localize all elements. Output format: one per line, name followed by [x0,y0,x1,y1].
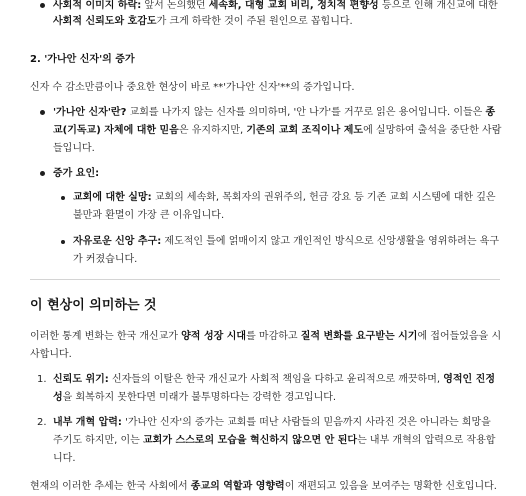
bold-text: 종 [485,107,496,118]
meaning-item-2-line-1 [53,414,526,431]
text-run: 이 재편되고 있음을 보여주는 명확한 신호입니다. [284,481,497,492]
meaning-item-2-line-2 [53,432,526,449]
bold-text: 사회적 신뢰도와 호감도 [53,16,157,27]
text-run: 을 회복하지 못한다면 미래가 불투명하다는 강력한 경고입니다. [62,392,337,403]
closing-paragraph [30,478,526,495]
top-bullet-line-1 [53,0,526,14]
factor-2-line-1 [73,233,526,250]
factor-1-line-1 [73,189,526,206]
bold-text: 교회가 스스로의 모습을 혁신하지 않으면 안 된다 [143,435,358,446]
meaning-heading: 이 현상이 의미하는 것 [30,298,157,313]
bold-text: 종교의 역할과 영향력 [190,481,285,492]
bold-text: 신뢰도 위기: [53,374,109,385]
text-run: 은 유지하지만, [178,125,247,136]
bold-text: 성 [53,392,63,403]
bold-text: 질적 변화를 요구받는 시기 [300,331,418,342]
sub-bullet-icon [61,196,65,200]
factors-label: 증가 요인: [53,168,100,179]
bold-text: 교회에 대한 실망: [73,192,152,203]
text-run: 를 마감하고 [246,331,301,342]
definition-line-2 [53,122,526,139]
bullet-icon [40,110,45,115]
bold-text: 기존의 교회 조직이나 제도 [246,125,364,136]
text-run: 현재의 이러한 추세는 한국 사회에서 [30,481,191,492]
text-run: 사합니다. [30,349,72,360]
bold-text: 영적인 진정 [443,374,496,385]
definition-line-1 [53,104,526,121]
text-run: 앞서 논의했던 [141,0,209,11]
text-run: 제도적인 틀에 얽매이지 않고 개인적인 방식으로 신앙생활을 영위하려는 욕구 [161,236,499,247]
text-run: 에 접어들었음을 시 [417,331,502,342]
section-divider [30,279,500,280]
definition-line-3 [53,140,526,157]
text-run: 들입니다. [53,143,95,154]
text-run: 이러한 통계 변화는 한국 개신교가 [30,331,182,342]
bold-text: 교(기독교) 자체에 대한 믿음 [53,125,179,136]
meaning-item-1-line-2 [53,389,526,406]
bold-text: 사회적 이미지 하락: [53,0,142,11]
text-run: '가나안 신자'의 증가는 교회를 떠난 사람들의 믿음까지 사라진 것은 아니라는 희망을 [121,417,491,428]
meaning-item-2-line-3 [53,450,526,467]
bold-text: 내부 개혁 압력: [53,417,122,428]
bullet-icon [40,171,45,176]
bold-text: 양적 성장 시대 [181,331,247,342]
section-intro: 신자 수 감소만큼이나 중요한 현상이 바로 **'가나안 신자'**의 증가입니다. [30,82,355,93]
meaning-item-1-line-1 [53,371,526,388]
list-number: 2. [37,417,47,428]
bold-text: '가나안 신자'란? [53,107,127,118]
text-run: 신자들의 이탈은 한국 개신교가 사회적 책임을 다하고 윤리적으로 깨끗하며, [108,374,444,385]
text-run: 교회를 나가지 않는 신자를 의미하며, '안 나가'를 거꾸로 읽은 용어입니다. 이들은 [126,107,486,118]
text-run: 가 커졌습니다. [73,254,138,265]
meaning-intro-line-1 [30,328,526,345]
list-number: 1. [37,374,47,385]
text-run: 가 크게 하락한 것이 주된 원인으로 꼽힙니다. [156,16,353,27]
bullet-icon [40,3,45,8]
factor-2-line-2 [73,251,526,268]
bold-text: 세속화, 대형 교회 비리, 정치적 편향성 [208,0,379,11]
text-run: 등으로 인해 개신교에 대한 [378,0,498,11]
section-heading-gaanan: 2. '가나안 신자'의 증가 [30,54,135,65]
bold-text: 자유로운 신앙 추구: [73,236,162,247]
factor-1-line-2 [73,207,526,224]
meaning-intro-line-2 [30,346,526,363]
text-run: 주기도 하지만, 이는 [53,435,143,446]
text-run: 는 내부 개혁의 압력으로 작용합 [357,435,496,446]
text-run: 불만과 환멸이 가장 큰 이유입니다. [73,210,225,221]
text-run: 니다. [53,453,76,464]
text-run: 에 실망하여 출석을 중단한 사람 [363,125,502,136]
text-run: 교회의 세속화, 목회자의 권위주의, 헌금 강요 등 기존 교회 시스템에 대한 깊은 [151,192,496,203]
sub-bullet-icon [61,240,65,244]
top-bullet-line-2 [53,13,526,30]
